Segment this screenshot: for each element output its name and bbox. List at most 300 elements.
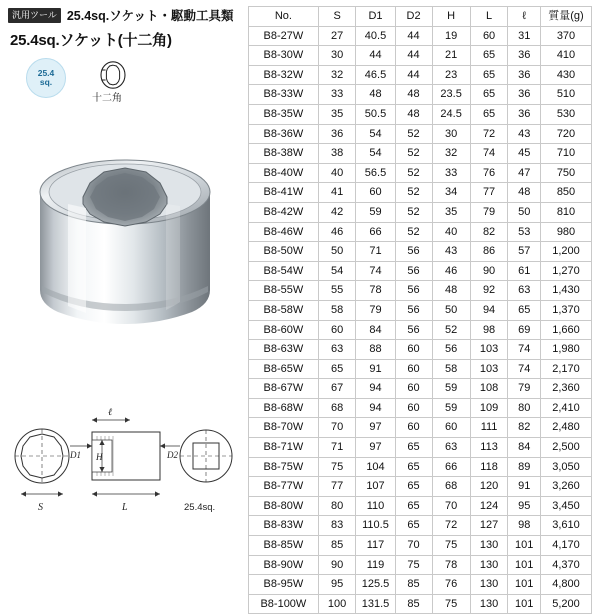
table-row xyxy=(249,202,592,222)
table-row xyxy=(249,379,592,399)
cell-value: 60 xyxy=(395,340,432,360)
cell-value: 110 xyxy=(356,496,395,516)
cell-value: 43 xyxy=(432,242,470,262)
cell-value: 101 xyxy=(508,575,541,595)
cell-value: 90 xyxy=(318,555,356,575)
col-header-ell: ℓ xyxy=(508,7,541,27)
cell-model: B8-67W xyxy=(249,379,319,399)
cell-value: 72 xyxy=(470,124,508,144)
cell-value: 56 xyxy=(395,300,432,320)
table-row xyxy=(249,536,592,556)
cell-value: 3,610 xyxy=(541,516,592,536)
cell-value: 48 xyxy=(395,104,432,124)
cell-value: 33 xyxy=(318,85,356,105)
cell-model: B8-41W xyxy=(249,183,319,203)
table-row xyxy=(249,65,592,85)
cell-value: 65 xyxy=(470,65,508,85)
cell-value: 65 xyxy=(395,496,432,516)
table-row xyxy=(249,300,592,320)
table-row xyxy=(249,281,592,301)
cell-value: 4,800 xyxy=(541,575,592,595)
cell-value: 72 xyxy=(432,516,470,536)
table-row xyxy=(249,438,592,458)
cell-value: 63 xyxy=(508,281,541,301)
table-row xyxy=(249,457,592,477)
page-title: 25.4sq.ソケット(十二角) xyxy=(10,32,172,49)
cell-value: 82 xyxy=(508,418,541,438)
cell-model: B8-58W xyxy=(249,300,319,320)
cell-value: 58 xyxy=(432,359,470,379)
cell-value: 120 xyxy=(470,477,508,497)
cell-value: 125.5 xyxy=(356,575,395,595)
cell-value: 68 xyxy=(432,477,470,497)
cell-value: 3,450 xyxy=(541,496,592,516)
table-row xyxy=(249,477,592,497)
cell-value: 47 xyxy=(508,163,541,183)
cell-model: B8-90W xyxy=(249,555,319,575)
spec-table-wrap xyxy=(248,6,596,614)
cell-value: 65 xyxy=(395,438,432,458)
cell-value: 91 xyxy=(508,477,541,497)
col-header-no: No. xyxy=(249,7,319,27)
cell-value: 710 xyxy=(541,144,592,164)
cell-value: 65 xyxy=(470,46,508,66)
category-tag: 汎用ツール xyxy=(8,8,61,23)
cell-model: B8-95W xyxy=(249,575,319,595)
cell-value: 52 xyxy=(395,124,432,144)
cell-model: B8-100W xyxy=(249,594,319,614)
cell-value: 34 xyxy=(432,183,470,203)
cell-value: 74 xyxy=(508,340,541,360)
twelve-point-socket-icon xyxy=(96,60,130,90)
cell-value: 101 xyxy=(508,555,541,575)
cell-value: 59 xyxy=(432,379,470,399)
cell-value: 85 xyxy=(318,536,356,556)
svg-text:H: H xyxy=(96,452,103,462)
cell-value: 107 xyxy=(356,477,395,497)
cell-value: 54 xyxy=(356,144,395,164)
cell-value: 46 xyxy=(432,261,470,281)
cell-value: 130 xyxy=(470,555,508,575)
cell-value: 65 xyxy=(470,104,508,124)
cell-value: 60 xyxy=(395,418,432,438)
table-row xyxy=(249,516,592,536)
cell-value: 95 xyxy=(318,575,356,595)
cell-value: 83 xyxy=(318,516,356,536)
cell-value: 56 xyxy=(395,281,432,301)
cell-value: 36 xyxy=(508,85,541,105)
table-row xyxy=(249,222,592,242)
cell-value: 82 xyxy=(470,222,508,242)
cell-model: B8-71W xyxy=(249,438,319,458)
cell-value: 52 xyxy=(432,320,470,340)
cell-model: B8-36W xyxy=(249,124,319,144)
cell-model: B8-85W xyxy=(249,536,319,556)
cell-value: 70 xyxy=(432,496,470,516)
cell-value: 980 xyxy=(541,222,592,242)
cell-value: 60 xyxy=(470,26,508,46)
cell-value: 19 xyxy=(432,26,470,46)
cell-value: 5,200 xyxy=(541,594,592,614)
cell-value: 52 xyxy=(395,144,432,164)
cell-value: 65 xyxy=(395,477,432,497)
cell-value: 75 xyxy=(395,555,432,575)
cell-model: B8-54W xyxy=(249,261,319,281)
cell-model: B8-77W xyxy=(249,477,319,497)
cell-value: 85 xyxy=(395,594,432,614)
cell-value: 103 xyxy=(470,340,508,360)
table-row xyxy=(249,496,592,516)
table-row xyxy=(249,359,592,379)
left-panel xyxy=(0,0,248,600)
cell-value: 21 xyxy=(432,46,470,66)
table-row xyxy=(249,26,592,46)
badge-line2: sq. xyxy=(39,77,53,87)
cell-value: 75 xyxy=(318,457,356,477)
cell-value: 53 xyxy=(508,222,541,242)
cell-value: 65 xyxy=(470,85,508,105)
cell-value: 60 xyxy=(356,183,395,203)
dimension-diagram xyxy=(4,398,248,528)
cell-value: 80 xyxy=(318,496,356,516)
cell-model: B8-27W xyxy=(249,26,319,46)
cell-value: 45 xyxy=(508,144,541,164)
cell-value: 54 xyxy=(356,124,395,144)
cell-value: 810 xyxy=(541,202,592,222)
cell-value: 1,430 xyxy=(541,281,592,301)
cell-model: B8-42W xyxy=(249,202,319,222)
cell-value: 84 xyxy=(508,438,541,458)
col-header-d2: D2 xyxy=(395,7,432,27)
cell-value: 44 xyxy=(395,26,432,46)
cell-value: 750 xyxy=(541,163,592,183)
table-row xyxy=(249,575,592,595)
cell-value: 75 xyxy=(432,536,470,556)
cell-value: 97 xyxy=(356,418,395,438)
cell-value: 119 xyxy=(356,555,395,575)
cell-value: 97 xyxy=(356,438,395,458)
cell-value: 60 xyxy=(318,320,356,340)
cell-value: 430 xyxy=(541,65,592,85)
cell-value: 68 xyxy=(318,398,356,418)
cell-value: 46.5 xyxy=(356,65,395,85)
cell-value: 103 xyxy=(470,359,508,379)
cell-value: 1,980 xyxy=(541,340,592,360)
cell-value: 101 xyxy=(508,594,541,614)
table-row xyxy=(249,144,592,164)
cell-value: 75 xyxy=(432,594,470,614)
cell-value: 108 xyxy=(470,379,508,399)
cell-value: 410 xyxy=(541,46,592,66)
cell-value: 63 xyxy=(432,438,470,458)
svg-text:ℓ: ℓ xyxy=(108,407,113,418)
cell-value: 109 xyxy=(470,398,508,418)
cell-value: 70 xyxy=(395,536,432,556)
drive-size-badge xyxy=(26,58,66,98)
cell-value: 38 xyxy=(318,144,356,164)
table-row xyxy=(249,163,592,183)
cell-value: 59 xyxy=(356,202,395,222)
cell-value: 56 xyxy=(395,320,432,340)
table-row xyxy=(249,183,592,203)
cell-value: 3,260 xyxy=(541,477,592,497)
cell-value: 60 xyxy=(432,418,470,438)
cell-model: B8-65W xyxy=(249,359,319,379)
cell-value: 104 xyxy=(356,457,395,477)
cell-value: 131.5 xyxy=(356,594,395,614)
cell-value: 35 xyxy=(432,202,470,222)
cell-value: 43 xyxy=(508,124,541,144)
cell-model: B8-38W xyxy=(249,144,319,164)
header-row xyxy=(0,0,248,24)
table-row xyxy=(249,594,592,614)
cell-value: 1,660 xyxy=(541,320,592,340)
glyph-caption: 十二角 xyxy=(92,93,122,104)
cell-value: 1,200 xyxy=(541,242,592,262)
svg-text:D1: D1 xyxy=(70,450,81,460)
cell-value: 58 xyxy=(318,300,356,320)
cell-value: 50.5 xyxy=(356,104,395,124)
cell-value: 55 xyxy=(318,281,356,301)
cell-value: 71 xyxy=(318,438,356,458)
cell-value: 74 xyxy=(470,144,508,164)
cell-value: 2,500 xyxy=(541,438,592,458)
cell-value: 65 xyxy=(318,359,356,379)
cell-value: 94 xyxy=(470,300,508,320)
table-row xyxy=(249,261,592,281)
cell-value: 130 xyxy=(470,575,508,595)
cell-value: 79 xyxy=(356,300,395,320)
cell-value: 71 xyxy=(356,242,395,262)
cell-model: B8-70W xyxy=(249,418,319,438)
cell-value: 76 xyxy=(432,575,470,595)
cell-value: 65 xyxy=(395,516,432,536)
cell-value: 46 xyxy=(318,222,356,242)
cell-value: 41 xyxy=(318,183,356,203)
table-row xyxy=(249,398,592,418)
cell-value: 61 xyxy=(508,261,541,281)
table-row xyxy=(249,340,592,360)
cell-model: B8-50W xyxy=(249,242,319,262)
cell-value: 27 xyxy=(318,26,356,46)
svg-text:S: S xyxy=(38,502,43,513)
cell-value: 130 xyxy=(470,536,508,556)
cell-value: 101 xyxy=(508,536,541,556)
table-row xyxy=(249,85,592,105)
cell-model: B8-75W xyxy=(249,457,319,477)
cell-value: 60 xyxy=(395,398,432,418)
cell-value: 80 xyxy=(508,398,541,418)
cell-value: 2,360 xyxy=(541,379,592,399)
cell-value: 48 xyxy=(432,281,470,301)
cell-value: 1,370 xyxy=(541,300,592,320)
cell-value: 44 xyxy=(356,46,395,66)
cell-value: 36 xyxy=(508,46,541,66)
cell-value: 36 xyxy=(318,124,356,144)
cell-value: 89 xyxy=(508,457,541,477)
col-header-weight: 質量(g) xyxy=(541,7,592,27)
cell-model: B8-83W xyxy=(249,516,319,536)
table-row xyxy=(249,320,592,340)
badge-line1: 25.4 xyxy=(37,68,55,79)
cell-model: B8-63W xyxy=(249,340,319,360)
cell-value: 74 xyxy=(356,261,395,281)
svg-text:D2: D2 xyxy=(167,450,178,460)
cell-model: B8-68W xyxy=(249,398,319,418)
cell-value: 850 xyxy=(541,183,592,203)
cell-value: 65 xyxy=(395,457,432,477)
table-row xyxy=(249,46,592,66)
cell-value: 127 xyxy=(470,516,508,536)
cell-model: B8-35W xyxy=(249,104,319,124)
col-header-l: L xyxy=(470,7,508,27)
spec-table xyxy=(248,6,592,614)
cell-value: 94 xyxy=(356,398,395,418)
cell-value: 31 xyxy=(508,26,541,46)
cell-model: B8-33W xyxy=(249,85,319,105)
cell-value: 32 xyxy=(318,65,356,85)
cell-value: 78 xyxy=(356,281,395,301)
cell-value: 67 xyxy=(318,379,356,399)
cell-value: 36 xyxy=(508,104,541,124)
cell-value: 42 xyxy=(318,202,356,222)
cell-value: 3,050 xyxy=(541,457,592,477)
cell-value: 24.5 xyxy=(432,104,470,124)
cell-value: 2,410 xyxy=(541,398,592,418)
cell-value: 65 xyxy=(508,300,541,320)
cell-value: 4,170 xyxy=(541,536,592,556)
cell-value: 510 xyxy=(541,85,592,105)
cell-value: 50 xyxy=(318,242,356,262)
cell-value: 56 xyxy=(395,261,432,281)
cell-value: 370 xyxy=(541,26,592,46)
cell-value: 44 xyxy=(395,46,432,66)
cell-value: 78 xyxy=(432,555,470,575)
cell-value: 94 xyxy=(356,379,395,399)
cell-value: 720 xyxy=(541,124,592,144)
col-header-d1: D1 xyxy=(356,7,395,27)
cell-value: 23 xyxy=(432,65,470,85)
svg-text:L: L xyxy=(122,502,128,513)
cell-value: 77 xyxy=(318,477,356,497)
cell-value: 118 xyxy=(470,457,508,477)
cell-value: 57 xyxy=(508,242,541,262)
cell-value: 2,480 xyxy=(541,418,592,438)
cell-value: 1,270 xyxy=(541,261,592,281)
cell-value: 98 xyxy=(470,320,508,340)
cell-value: 56 xyxy=(432,340,470,360)
cell-value: 52 xyxy=(395,202,432,222)
table-row xyxy=(249,124,592,144)
cell-value: 98 xyxy=(508,516,541,536)
spec-table-body xyxy=(249,26,592,614)
cell-value: 100 xyxy=(318,594,356,614)
cell-model: B8-60W xyxy=(249,320,319,340)
cell-value: 66 xyxy=(432,457,470,477)
cell-value: 40.5 xyxy=(356,26,395,46)
cell-value: 113 xyxy=(470,438,508,458)
cell-value: 77 xyxy=(470,183,508,203)
cell-value: 54 xyxy=(318,261,356,281)
table-header-row xyxy=(249,7,592,27)
cell-value: 111 xyxy=(470,418,508,438)
cell-value: 130 xyxy=(470,594,508,614)
cell-value: 40 xyxy=(432,222,470,242)
cell-value: 70 xyxy=(318,418,356,438)
cell-value: 56 xyxy=(395,242,432,262)
cell-model: B8-30W xyxy=(249,46,319,66)
cell-value: 110.5 xyxy=(356,516,395,536)
cell-model: B8-80W xyxy=(249,496,319,516)
cell-value: 2,170 xyxy=(541,359,592,379)
table-row xyxy=(249,104,592,124)
cell-value: 56.5 xyxy=(356,163,395,183)
cell-value: 32 xyxy=(432,144,470,164)
cell-value: 52 xyxy=(395,222,432,242)
cell-value: 79 xyxy=(508,379,541,399)
cell-value: 63 xyxy=(318,340,356,360)
cell-value: 79 xyxy=(470,202,508,222)
cell-value: 59 xyxy=(432,398,470,418)
cell-model: B8-46W xyxy=(249,222,319,242)
cell-value: 69 xyxy=(508,320,541,340)
cell-value: 30 xyxy=(432,124,470,144)
cell-value: 52 xyxy=(395,163,432,183)
table-row xyxy=(249,242,592,262)
cell-value: 48 xyxy=(508,183,541,203)
cell-value: 30 xyxy=(318,46,356,66)
cell-value: 4,370 xyxy=(541,555,592,575)
cell-value: 74 xyxy=(508,359,541,379)
cell-value: 33 xyxy=(432,163,470,183)
cell-value: 86 xyxy=(470,242,508,262)
cell-value: 60 xyxy=(395,359,432,379)
svg-text:25.4sq.: 25.4sq. xyxy=(184,502,216,513)
col-header-h: H xyxy=(432,7,470,27)
socket-product-photo xyxy=(18,118,232,336)
cell-value: 76 xyxy=(470,163,508,183)
category-title: 25.4sq.ソケット・駆動工具類 xyxy=(66,9,234,23)
cell-value: 95 xyxy=(508,496,541,516)
cell-value: 52 xyxy=(395,183,432,203)
cell-value: 50 xyxy=(432,300,470,320)
cell-model: B8-40W xyxy=(249,163,319,183)
cell-value: 92 xyxy=(470,281,508,301)
cell-model: B8-55W xyxy=(249,281,319,301)
cell-value: 85 xyxy=(395,575,432,595)
cell-model: B8-32W xyxy=(249,65,319,85)
cell-value: 50 xyxy=(508,202,541,222)
cell-value: 44 xyxy=(395,65,432,85)
badge-row xyxy=(0,56,248,102)
cell-value: 48 xyxy=(395,85,432,105)
cell-value: 88 xyxy=(356,340,395,360)
cell-value: 60 xyxy=(395,379,432,399)
cell-value: 117 xyxy=(356,536,395,556)
col-header-s: S xyxy=(318,7,356,27)
cell-value: 40 xyxy=(318,163,356,183)
cell-value: 48 xyxy=(356,85,395,105)
cell-value: 90 xyxy=(470,261,508,281)
cell-value: 36 xyxy=(508,65,541,85)
cell-value: 124 xyxy=(470,496,508,516)
table-row xyxy=(249,418,592,438)
cell-value: 23.5 xyxy=(432,85,470,105)
table-row xyxy=(249,555,592,575)
cell-value: 84 xyxy=(356,320,395,340)
cell-value: 66 xyxy=(356,222,395,242)
cell-value: 91 xyxy=(356,359,395,379)
